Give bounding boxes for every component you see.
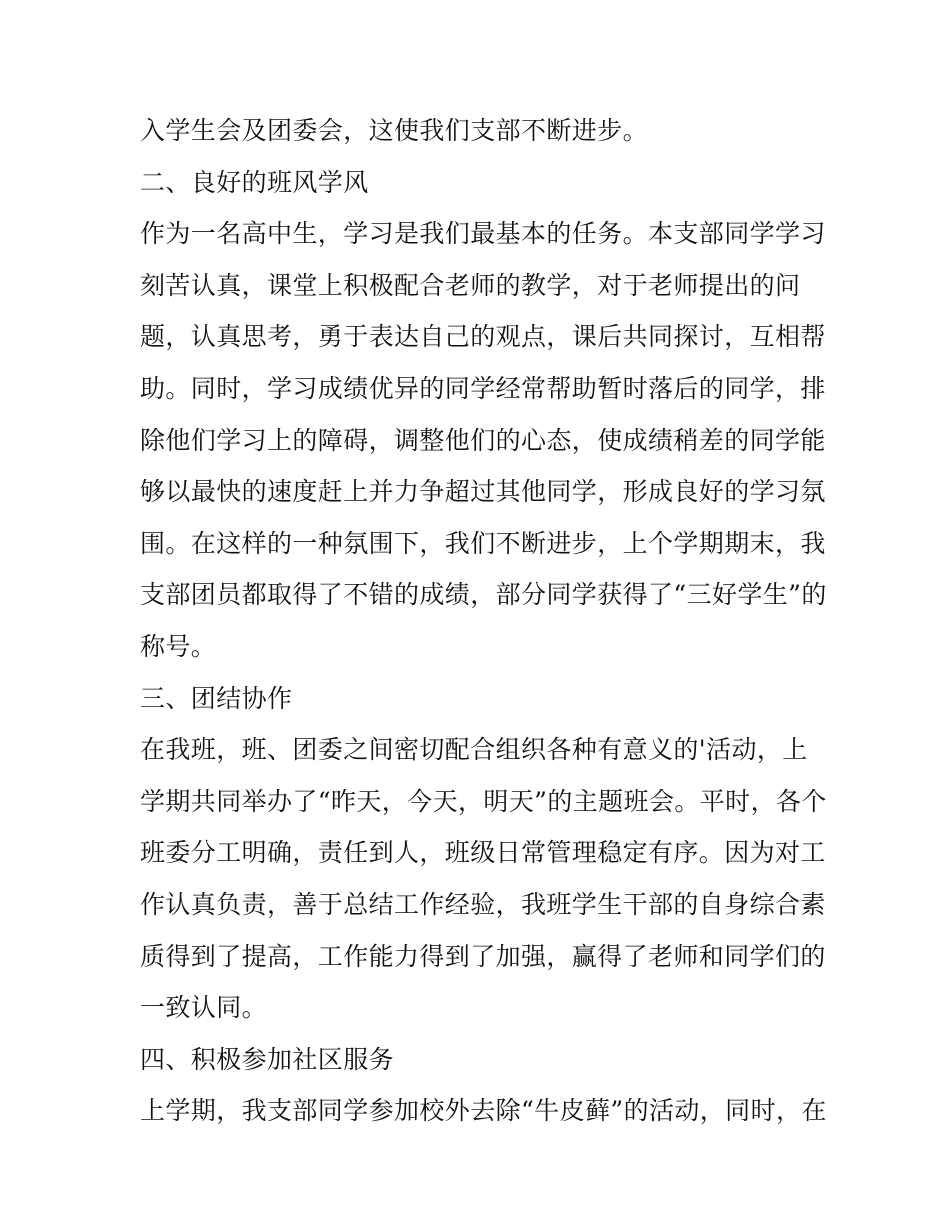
text-line: 围。在这样的一种氛围下，我们不断进步，上个学期期末，我 (140, 528, 826, 558)
text-line: 助。同时，学习成绩优异的同学经常帮助暂时落后的同学，排 (140, 373, 826, 403)
text-line: 称号。 (140, 631, 217, 661)
text-line: 质得到了提高，工作能力得到了加强，赢得了老师和同学们的 (140, 941, 826, 971)
text-line: 刻苦认真，课堂上积极配合老师的教学，对于老师提出的问 (140, 270, 801, 300)
text-line: 够以最快的速度赶上并力争超过其他同学，形成良好的学习氛 (140, 477, 826, 507)
text-line: 班委分工明确，责任到人，班级日常管理稳定有序。因为对工 (140, 838, 826, 868)
text-line: 学期共同举办了“昨天，今天，明天”的主题班会。平时，各个 (140, 786, 827, 816)
text-line: 支部团员都取得了不错的成绩，部分同学获得了“三好学生”的 (140, 580, 827, 610)
section-heading: 二、良好的班风学风 (140, 167, 369, 197)
text-line: 一致认同。 (140, 993, 268, 1023)
text-line: 在我班，班、团委之间密切配合组织各种有意义的'活动，上 (140, 735, 808, 765)
text-line: 作为一名高中生，学习是我们最基本的任务。本支部同学学习 (140, 219, 826, 249)
body-text (140, 105, 827, 1137)
text-line: 除他们学习上的障碍，调整他们的心态，使成绩稍差的同学能 (140, 425, 826, 455)
text-line: 入学生会及团委会，这使我们支部不断进步。 (140, 116, 649, 145)
text-line: 题，认真思考，勇于表达自己的观点，课后共同探讨，互相帮 (140, 322, 826, 352)
section-heading: 四、积极参加社区服务 (140, 1044, 395, 1074)
text-line: 上学期，我支部同学参加校外去除“牛皮藓”的活动，同时，在 (140, 1096, 827, 1126)
text-line: 作认真负责，善于总结工作经验，我班学生干部的自身综合素 (140, 889, 826, 919)
section-heading: 三、团结协作 (140, 683, 293, 713)
